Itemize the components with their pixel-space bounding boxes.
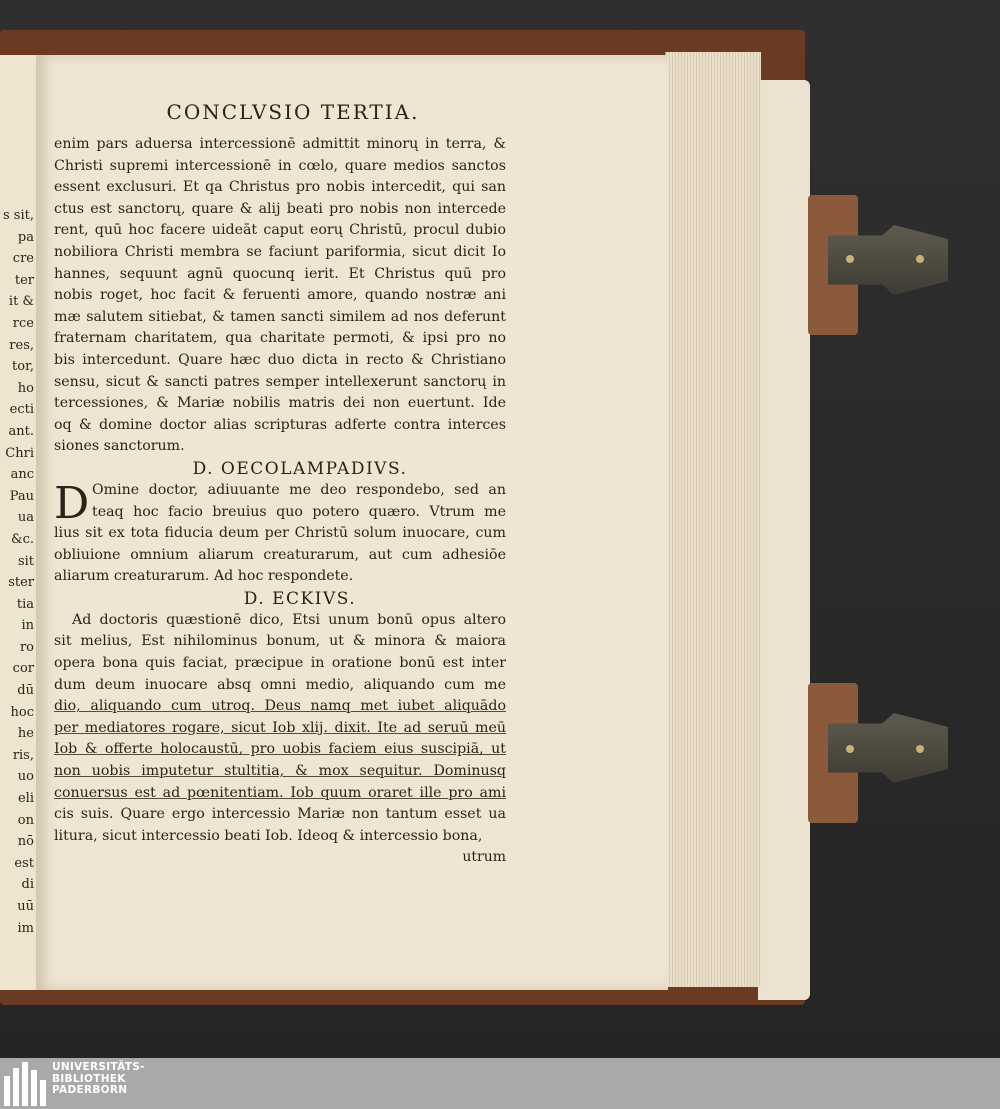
text-line: ctus est sanctorų, quare & alij beati pro nobis non intercede	[54, 200, 506, 217]
left-page-fragment: cre	[12, 251, 34, 267]
left-page-fragment: ua	[17, 510, 34, 526]
left-page-fragment: im	[17, 920, 34, 936]
running-head: CONCLVSIO TERTIA.	[166, 100, 420, 124]
book-fore-edge	[665, 52, 761, 987]
library-logo-text	[52, 1062, 145, 1097]
text-line: conuersus est ad pœnitentiam. Iob quum oraret ille pro ami	[54, 784, 506, 801]
left-page-fragment: it &	[8, 294, 34, 310]
text-line: oq & domine doctor alias scripturas adferte contra interces	[54, 416, 506, 433]
left-page-fragment: cor	[12, 661, 34, 677]
left-page-fragment: dū	[17, 683, 34, 699]
left-page-fragment: rce	[12, 315, 34, 331]
text-line: teaq hoc facio breuius quo potero quæro. Vtrum me	[92, 503, 506, 520]
left-page-fragment: Pau	[9, 488, 34, 504]
text-line: tercessiones, & Mariæ nobilis matris dei non euertunt. Ide	[54, 395, 506, 412]
left-page-fragment: ant.	[8, 423, 34, 439]
left-page-fragment: tor,	[12, 359, 34, 375]
text-line: rent, quū hoc facere uideāt caput eorų Christū, procul dubio	[54, 222, 506, 239]
left-page-fragment: ro	[19, 639, 34, 655]
left-page-margin-text	[0, 205, 36, 939]
left-page-fragment: pa	[17, 229, 34, 245]
text-line: per mediatores rogare, sicut Iob xlij. dixit. Ite ad seruū meū	[54, 719, 506, 736]
left-page-fragment: tia	[16, 596, 34, 612]
text-line: obliuione omnium aliarum creaturarum, aut cum adhesiōe	[54, 546, 506, 563]
catchword: utrum	[462, 849, 506, 866]
heading-eckius: D. ECKIVS.	[243, 588, 357, 609]
left-page-fragment: sit	[17, 553, 34, 569]
left-page-fragment: ter	[14, 272, 34, 288]
left-page-fragment: on	[17, 812, 34, 828]
text-line: opera bona quis faciat, præcipue in oratione bonū est inter	[54, 655, 506, 672]
book-clasp-top	[808, 195, 958, 335]
left-page-fragment: ster	[8, 575, 34, 591]
left-page-fragment: di	[21, 877, 34, 893]
text-line: cis suis. Quare ergo intercessio Mariæ non tantum esset ua	[54, 806, 506, 823]
drop-initial: D	[54, 477, 90, 529]
left-page-fragment: hoc	[10, 704, 34, 720]
logo-line: BIBLIOTHEK	[52, 1072, 126, 1085]
left-page-fragment: he	[17, 726, 34, 742]
left-page-fragment: ris,	[12, 747, 34, 763]
text-line: nobis roget, hoc facit & feruenti amore, quando nostræ ani	[54, 287, 506, 304]
left-page-fragment: uū	[17, 899, 34, 914]
left-page-fragment: nō	[17, 834, 34, 850]
text-line: Omine doctor, adiuuante me deo respondebo, sed an	[92, 481, 506, 498]
text-line: litura, sicut intercessio beati Iob. Ideoq & intercessio bona,	[54, 827, 483, 844]
left-page-fragment: &c.	[11, 531, 34, 547]
footer-bar	[0, 1058, 1000, 1109]
left-page-fragment: res,	[9, 337, 34, 353]
text-line: sit melius, Est nihilominus bonum, ut & minora & maiora	[54, 633, 506, 650]
book-clasp-bottom	[808, 683, 958, 823]
left-page-fragment: ecti	[9, 402, 34, 418]
left-page-fragment: est	[14, 855, 34, 871]
text-line: lius sit ex tota fiducia deum per Christū solum inuocare, cum	[54, 525, 506, 542]
text-line: dum deum inuocare absq omni medio, aliquando cum me	[54, 676, 506, 693]
heading-oecolampadius: D. OECOLAMPADIVS.	[192, 458, 408, 479]
text-line: dio, aliquando cum utroq. Deus namq met iubet aliquādo	[54, 698, 506, 715]
section-oecolampadius-text	[54, 477, 506, 588]
text-line: Iob & offerte holocaustū, pro uobis faciem eius suscipiā, ut	[54, 741, 506, 758]
left-page-fragment: anc	[10, 467, 34, 483]
logo-line: UNIVERSITÄTS-	[52, 1061, 145, 1073]
text-line: hannes, sequunt agnū quocunq ierit. Et Christus quū pro	[54, 265, 506, 282]
text-line: sensu, sicut & sancti patres semper intellexerunt sanctorų in	[54, 373, 506, 390]
left-page-fragment: ho	[17, 380, 34, 396]
text-line: essent exclusuri. Et qa Christus pro nobis intercedit, qui san	[54, 179, 506, 196]
left-page-fragment: in	[21, 618, 34, 634]
left-page-fragment: Chri	[5, 445, 34, 461]
left-page-fragment: uo	[17, 769, 34, 785]
library-barcode-logo-icon	[4, 1062, 46, 1106]
text-line: aliarum creaturarum. Ad hoc respondete.	[54, 568, 354, 585]
logo-line: PADERBORN	[52, 1084, 128, 1096]
text-line: Christi supremi intercessionē in cœlo, quare medios sanctos	[54, 157, 506, 174]
text-line: fraternam charitatem, qua charitate permoti, & ipsi pro no	[54, 330, 506, 347]
left-page-fragment: s sit,	[3, 208, 34, 223]
book-endpaper	[758, 80, 810, 1000]
left-page-fragment: eli	[17, 791, 34, 807]
left-page	[0, 55, 38, 990]
text-line: bis intercedunt. Quare hæc duo dicta in recto & Christiano	[54, 351, 506, 368]
text-line: non uobis imputetur stultitia, & mox sequitur. Dominusq	[54, 763, 506, 780]
text-line: siones sanctorum.	[54, 438, 185, 455]
text-line: mæ salutem sitiebat, & tamen sancti similem ad nos deferunt	[54, 308, 506, 325]
text-line: Ad doctoris quæstionē dico, Etsi unum bonū opus altero	[72, 611, 506, 628]
text-line: nobiliora Christi membra se faciunt pariformia, sicut dicit Io	[54, 243, 506, 260]
section-conclusio-text	[54, 134, 506, 458]
page-text-block	[54, 100, 506, 869]
text-line: enim pars aduersa intercessionē admittit minorų in terra, &	[54, 136, 506, 152]
section-eckius-text	[54, 610, 506, 848]
